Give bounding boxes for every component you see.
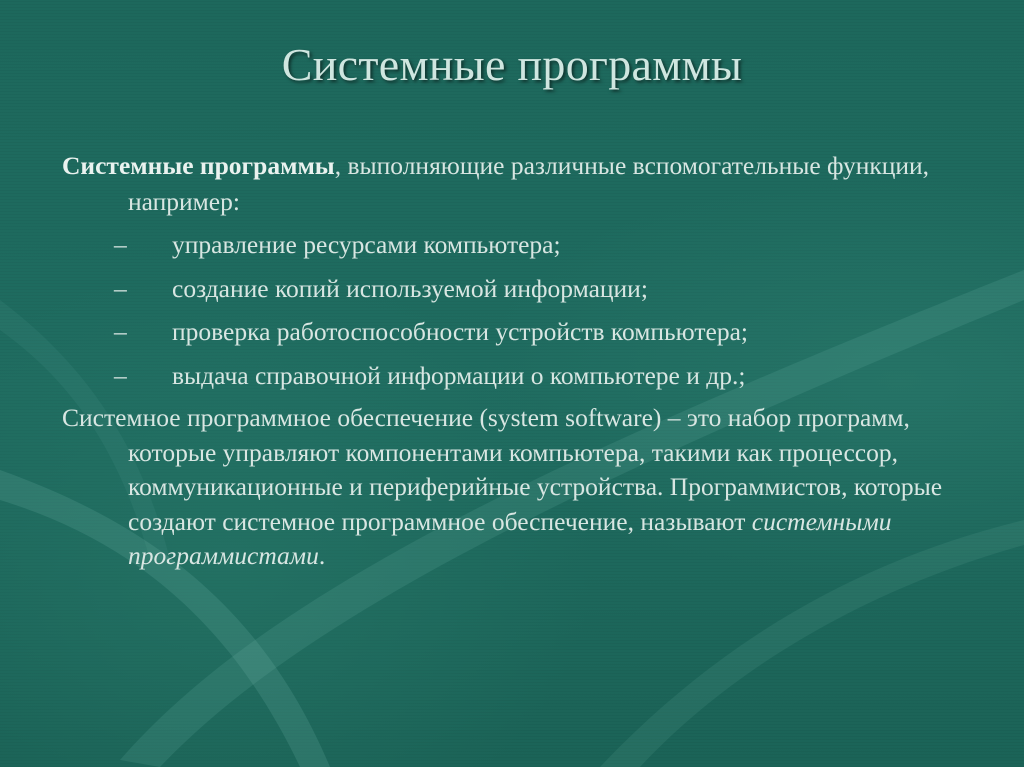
definition-end: . (318, 541, 326, 570)
slide-content (62, 148, 982, 574)
list-item-text: создание копий используемой информации; (172, 273, 648, 303)
dash-bullet: – (114, 360, 127, 390)
definition-paragraph (62, 401, 982, 574)
list-item (62, 358, 982, 394)
intro-paragraph (62, 148, 982, 219)
list-item-text: выдача справочной информации о компьютере и др.; (172, 360, 746, 390)
bullet-list (62, 227, 982, 393)
definition-text: Системное программное обеспечение (system software) – это набор программ, которые управляют компонентами компьютера, такими как процессор, коммуникационные и периферийные устройства. Программистов, которые создают системное программное обеспечение, называют (62, 403, 943, 536)
list-item-text: управление ресурсами компьютера; (172, 230, 561, 259)
dash-bullet: – (114, 273, 127, 303)
list-item (62, 227, 982, 263)
intro-bold-term: Системные программы (62, 151, 335, 180)
slide-title: Системные программы (281, 39, 743, 90)
intro-text: , выполняющие различные вспомогательные функции, например: (128, 151, 930, 216)
dash-bullet: – (114, 230, 127, 259)
dash-bullet: – (114, 317, 127, 346)
list-item-text: проверка работоспособности устройств компьютера; (172, 317, 749, 346)
list-item (62, 314, 982, 350)
definition-italic-term: системными программистами (128, 506, 892, 570)
list-item (62, 271, 982, 307)
